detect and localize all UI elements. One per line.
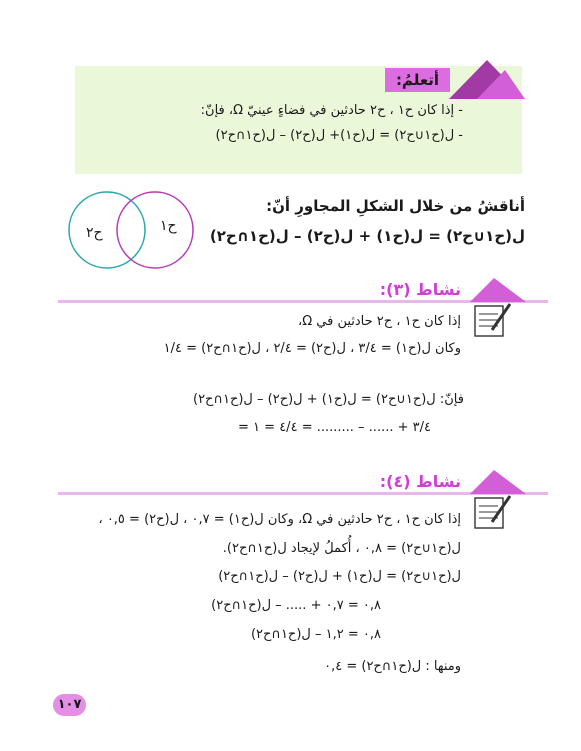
activity-4-title: نشاط (٤): xyxy=(379,472,461,491)
activity-4-line-1: إذا كان ح١ ، ح٢ حادثين في Ω، وكان ل(ح١) = ٠,٧ ، ل(ح٢) = ٠,٥ ، xyxy=(98,512,461,527)
activity-3-triangle-icon xyxy=(470,278,526,302)
discuss-heading: أناقشُ من خلال الشكلِ المجاورِ أنّ: xyxy=(266,197,525,215)
learn-line-1: - إذا كان ح١ ، ح٢ حادثين في فضاءٍ عينيّ Ω، فإنّ: xyxy=(200,103,463,118)
venn-label-a: ح١ xyxy=(160,218,177,234)
activity-3-title: نشاط (٣): xyxy=(379,280,461,299)
activity-4-line-3: ل(ح١∪ح٢) = ل(ح١) + ل(ح٢) – ل(ح١∩ح٢) xyxy=(218,569,461,584)
venn-label-b: ح٢ xyxy=(86,225,103,241)
learn-triangle-icon xyxy=(447,58,527,100)
activity-4-line-4: ٠,٨ = ٠,٧ + ..... – ل(ح١∩ح٢) xyxy=(211,598,381,613)
learn-label: أتعلمُ: xyxy=(395,71,440,89)
activity-3-line-1: إذا كان ح١ ، ح٢ حادثين في Ω، xyxy=(297,314,461,329)
activity-4-line-5: ٠,٨ = ١,٢ – ل(ح١∩ح٢) xyxy=(250,627,381,642)
notebook-pencil-icon xyxy=(472,492,514,532)
activity-4-triangle-icon xyxy=(470,470,526,494)
activity-4-line-6: ومنها : ل(ح١∩ح٢) = ٠,٤ xyxy=(324,659,461,674)
venn-diagram xyxy=(62,190,202,270)
activity-3-line-2: وكان ل(ح١) = ٣/٤ ، ل(ح٢) = ٢/٤ ، ل(ح١∩ح٢) = ١/٤ xyxy=(163,341,461,356)
activity-3-line-4: = ٣/٤ + ...... – ......... = ٤/٤ = ١ xyxy=(238,420,431,435)
venn-circle-b xyxy=(69,192,145,268)
notebook-pencil-icon xyxy=(472,300,514,340)
venn-circle-a xyxy=(117,192,193,268)
page-number: ١٠٧ xyxy=(57,697,82,712)
activity-3-line-3: فإنّ: ل(ح١∪ح٢) = ل(ح١) + ل(ح٢) – ل(ح١∩ح٢) xyxy=(192,392,464,407)
learn-line-2: - ل(ح١∪ح٢) = ل(ح١)+ ل(ح٢) – ل(ح١∩ح٢) xyxy=(215,128,463,143)
activity-4-line-2: ل(ح١∪ح٢) = ٠,٨ ، أُكملُ لإيجاد ل(ح١∩ح٢). xyxy=(222,541,461,556)
discuss-formula: ل(ح١∪ح٢) = ل(ح١) + ل(ح٢) – ل(ح١∩ح٢) xyxy=(209,227,525,245)
